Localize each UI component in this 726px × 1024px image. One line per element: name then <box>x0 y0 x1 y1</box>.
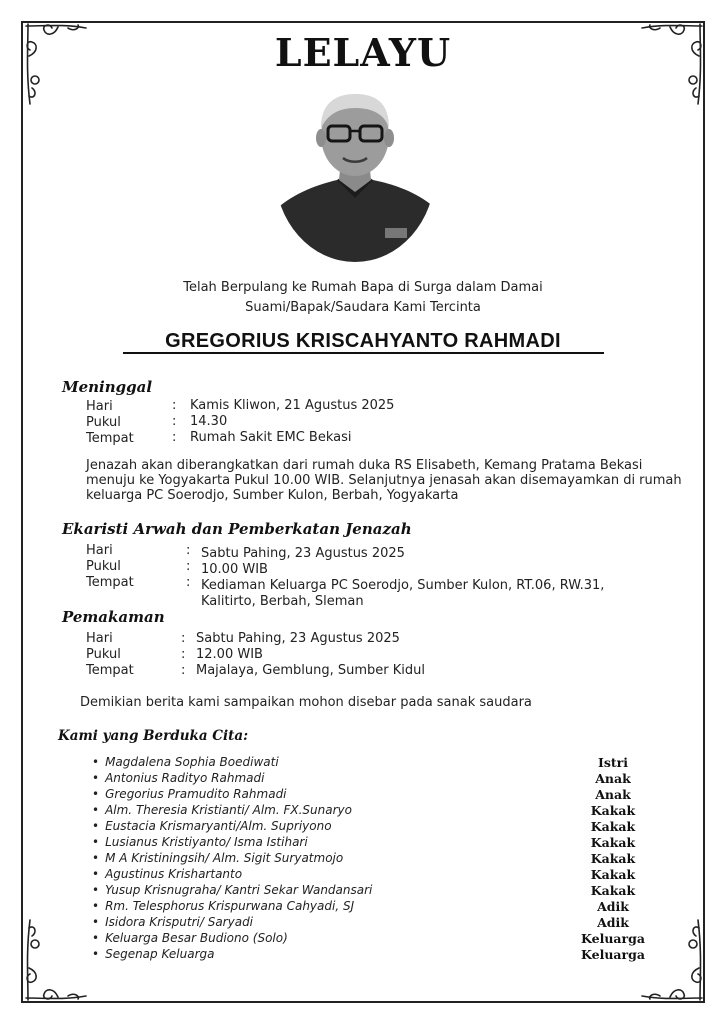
mourner-name: • Lusianus Kristiyanto/ Isma Istihari <box>92 835 308 849</box>
mass-place-label: Tempat <box>86 575 134 590</box>
mourner-name: • Segenap Keluarga <box>92 947 215 961</box>
death-time-label: Pukul <box>86 415 121 430</box>
portrait-photo <box>275 88 435 262</box>
burial-time-label: Pukul <box>86 647 121 662</box>
mourner-relation: Keluarga <box>581 931 645 946</box>
mass-heading: Ekaristi Arwah dan Pemberkatan Jenazah <box>62 520 412 538</box>
burial-place-label: Tempat <box>86 663 134 678</box>
closing-text: Demikian berita kami sampaikan mohon disebar pada sanak saudara <box>80 695 532 710</box>
burial-day-colon: : <box>181 631 186 646</box>
mourner-relation: Adik <box>597 915 629 930</box>
departure-line-3: keluarga PC Soerodjo, Sumber Kulon, Berbah, Yogyakarta <box>86 488 459 503</box>
burial-time-value: 12.00 WIB <box>196 647 263 662</box>
burial-day-label: Hari <box>86 631 113 646</box>
mourner-name: • M A Kristiningsih/ Alm. Sigit Suryatmojo <box>92 851 343 865</box>
mourner-name: • Alm. Theresia Kristianti/ Alm. FX.Sunaryo <box>92 803 352 817</box>
burial-heading: Pemakaman <box>62 608 165 626</box>
mourner-relation: Kakak <box>590 883 636 898</box>
mourner-relation: Kakak <box>590 803 636 818</box>
intro-line-1: Telah Berpulang ke Rumah Bapa di Surga dalam Damai <box>183 280 543 295</box>
mourner-relation: Kakak <box>590 867 636 882</box>
mass-time-label: Pukul <box>86 559 121 574</box>
mourner-name: • Eustacia Krismaryanti/Alm. Supriyono <box>92 819 332 833</box>
death-day-value: Kamis Kliwon, 21 Agustus 2025 <box>190 398 395 413</box>
death-heading: Meninggal <box>62 378 153 396</box>
death-day-label: Hari <box>86 399 113 414</box>
mass-place-value: Kediaman Keluarga PC Soerodjo, Sumber Kulon, RT.06, RW.31, <box>201 578 605 593</box>
mourner-relation: Kakak <box>590 819 636 834</box>
mourner-relation: Anak <box>595 771 631 786</box>
mourner-relation: Istri <box>598 755 628 770</box>
departure-line-2: menuju ke Yogyakarta Pukul 10.00 WIB. Selanjutnya jenasah akan disemayamkan di rumah <box>86 473 682 488</box>
mourner-name: • Agustinus Krishartanto <box>92 867 242 881</box>
mourner-name: • Isidora Krisputri/ Saryadi <box>92 915 253 929</box>
mourner-relation: Keluarga <box>581 947 645 962</box>
mourner-name: • Keluarga Besar Budiono (Solo) <box>92 931 288 945</box>
page-title: LELAYU <box>274 30 452 75</box>
death-time-colon: : <box>172 414 177 429</box>
mass-day-value: Sabtu Pahing, 23 Agustus 2025 <box>201 546 405 561</box>
departure-line-1: Jenazah akan diberangkatkan dari rumah duka RS Elisabeth, Kemang Pratama Bekasi <box>86 458 643 473</box>
mass-time-value: 10.00 WIB <box>201 562 268 577</box>
mourner-relation: Kakak <box>590 835 636 850</box>
burial-time-colon: : <box>181 647 186 662</box>
name-underline <box>123 352 604 354</box>
deceased-name: GREGORIUS KRISCAHYANTO RAHMADI <box>165 330 561 352</box>
death-time-value: 14.30 <box>190 414 228 429</box>
mass-day-label: Hari <box>86 543 113 558</box>
burial-day-value: Sabtu Pahing, 23 Agustus 2025 <box>196 631 400 646</box>
mourner-name: • Magdalena Sophia Boediwati <box>92 755 279 769</box>
death-place-value: Rumah Sakit EMC Bekasi <box>190 430 352 445</box>
mourners-heading: Kami yang Berduka Cita: <box>58 728 249 744</box>
mourner-name: • Yusup Krisnugraha/ Kantri Sekar Wandansari <box>92 883 372 897</box>
mass-place-value-line2: Kalitirto, Berbah, Sleman <box>201 594 364 609</box>
burial-place-value: Majalaya, Gemblung, Sumber Kidul <box>196 663 425 678</box>
mourner-relation: Anak <box>595 787 631 802</box>
mass-place-colon: : <box>186 575 191 590</box>
death-place-colon: : <box>172 430 177 445</box>
intro-line-2: Suami/Bapak/Saudara Kami Tercinta <box>245 300 481 315</box>
mourner-name: • Antonius Radityo Rahmadi <box>92 771 264 785</box>
death-place-label: Tempat <box>86 431 134 446</box>
mass-day-colon: : <box>186 543 191 558</box>
death-day-colon: : <box>172 398 177 413</box>
mourner-relation: Kakak <box>590 851 636 866</box>
burial-place-colon: : <box>181 663 186 678</box>
mourner-name: • Gregorius Pramudito Rahmadi <box>92 787 287 801</box>
mourner-relation: Adik <box>597 899 629 914</box>
corner-ornament-bottom-left <box>24 918 88 1002</box>
mourner-name: • Rm. Telesphorus Krispurwana Cahyadi, SJ <box>92 899 354 913</box>
mass-time-colon: : <box>186 559 191 574</box>
